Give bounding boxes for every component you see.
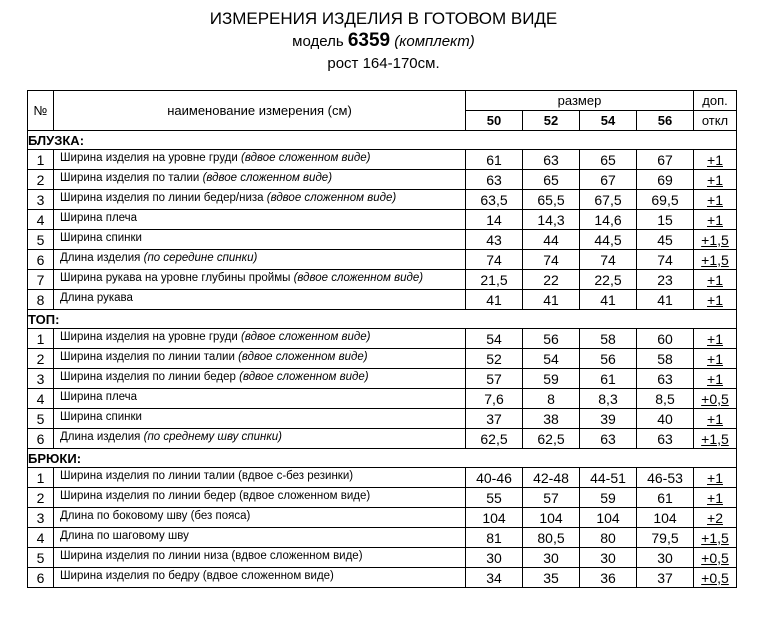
tolerance-value: +0,5	[701, 391, 729, 407]
model-kit: (комплект)	[394, 33, 475, 50]
size-value: 30	[523, 548, 580, 568]
table-row	[28, 488, 737, 508]
measurement-name: Ширина изделия по бедру (вдвое сложенном виде)	[60, 570, 334, 582]
size-value: 63,5	[466, 190, 523, 210]
size-value: 34	[466, 568, 523, 588]
measurement-name: Длина изделия	[60, 252, 141, 264]
size-52: 52	[523, 111, 580, 131]
measurement-name-cell	[54, 429, 466, 449]
tolerance-cell	[694, 210, 737, 230]
table-row	[28, 270, 737, 290]
row-number: 2	[28, 170, 54, 190]
measurement-name: Ширина изделия по линии бедер (вдвое сложенном виде)	[60, 490, 371, 502]
tolerance-value: +1	[707, 212, 723, 228]
measurement-name-cell	[54, 190, 466, 210]
size-value: 42-48	[523, 468, 580, 488]
size-value: 41	[466, 290, 523, 310]
measurement-name-cell	[54, 250, 466, 270]
table-row	[28, 329, 737, 349]
tolerance-value: +1	[707, 470, 723, 486]
measurement-name: Длина по шаговому шву	[60, 530, 189, 542]
measurement-name: Ширина изделия по линии бедер/низа	[60, 192, 264, 204]
row-number: 5	[28, 409, 54, 429]
row-number: 8	[28, 290, 54, 310]
measurement-note: (вдвое сложенном виде)	[238, 351, 368, 363]
tolerance-cell	[694, 429, 737, 449]
measurement-name: Ширина изделия по линии талии (вдвое с-без резинки)	[60, 470, 354, 482]
size-value: 37	[466, 409, 523, 429]
size-value: 69,5	[637, 190, 694, 210]
tolerance-value: +1	[707, 490, 723, 506]
table-row	[28, 150, 737, 170]
tolerance-value: +1	[707, 192, 723, 208]
tolerance-cell	[694, 250, 737, 270]
size-value: 59	[580, 488, 637, 508]
size-value: 56	[580, 349, 637, 369]
row-number: 3	[28, 190, 54, 210]
size-value: 38	[523, 409, 580, 429]
table-header-row	[28, 91, 737, 111]
size-value: 63	[580, 429, 637, 449]
tolerance-value: +0,5	[701, 550, 729, 566]
measurement-name-cell	[54, 468, 466, 488]
size-value: 8,3	[580, 389, 637, 409]
tolerance-cell	[694, 170, 737, 190]
tolerance-cell	[694, 230, 737, 250]
size-50: 50	[466, 111, 523, 131]
size-value: 104	[580, 508, 637, 528]
size-value: 67	[637, 150, 694, 170]
size-value: 74	[523, 250, 580, 270]
size-value: 65	[523, 170, 580, 190]
size-value: 30	[637, 548, 694, 568]
measurement-name: Ширина изделия на уровне груди	[60, 331, 238, 343]
size-value: 74	[466, 250, 523, 270]
tolerance-value: +1	[707, 152, 723, 168]
size-value: 65,5	[523, 190, 580, 210]
size-value: 74	[580, 250, 637, 270]
table-row	[28, 250, 737, 270]
tolerance-value: +0,5	[701, 570, 729, 586]
size-value: 74	[637, 250, 694, 270]
size-value: 44	[523, 230, 580, 250]
size-value: 45	[637, 230, 694, 250]
measurement-name-cell	[54, 488, 466, 508]
section-row	[28, 310, 737, 329]
tolerance-cell	[694, 389, 737, 409]
tolerance-value: +1	[707, 411, 723, 427]
row-number: 7	[28, 270, 54, 290]
header-size: размер	[466, 91, 694, 111]
measurement-name-cell	[54, 230, 466, 250]
measurement-name-cell	[54, 389, 466, 409]
table-row	[28, 290, 737, 310]
row-number: 4	[28, 528, 54, 548]
row-number: 6	[28, 250, 54, 270]
tolerance-cell	[694, 508, 737, 528]
size-value: 23	[637, 270, 694, 290]
measurement-name: Ширина плеча	[60, 212, 138, 224]
measurement-name-cell	[54, 170, 466, 190]
measurement-note: (вдвое сложенном виде)	[239, 371, 369, 383]
row-number: 2	[28, 349, 54, 369]
size-value: 21,5	[466, 270, 523, 290]
size-value: 63	[466, 170, 523, 190]
document-header	[0, 8, 767, 75]
size-value: 81	[466, 528, 523, 548]
measurement-name-cell	[54, 508, 466, 528]
measurement-name: Длина по боковому шву (без пояса)	[60, 510, 251, 522]
row-number: 4	[28, 389, 54, 409]
row-number: 1	[28, 329, 54, 349]
measurement-name: Ширина изделия по линии низа (вдвое сложенном виде)	[60, 550, 363, 562]
size-56: 56	[637, 111, 694, 131]
tolerance-value: +1	[707, 172, 723, 188]
size-value: 40	[637, 409, 694, 429]
size-value: 7,6	[466, 389, 523, 409]
model-line	[0, 30, 767, 53]
measurement-name-cell	[54, 270, 466, 290]
table-row	[28, 389, 737, 409]
table-row	[28, 528, 737, 548]
header-measurement-name: наименование измерения (см)	[54, 91, 466, 131]
size-value: 55	[466, 488, 523, 508]
size-value: 67,5	[580, 190, 637, 210]
row-number: 3	[28, 508, 54, 528]
header-tolerance-1: доп.	[694, 91, 737, 111]
section-row	[28, 449, 737, 468]
measurement-note: (вдвое сложенном виде)	[202, 172, 333, 184]
row-number: 5	[28, 230, 54, 250]
size-value: 35	[523, 568, 580, 588]
measurement-name: Ширина спинки	[60, 232, 142, 244]
model-number: 6359	[347, 30, 391, 51]
table-row	[28, 548, 737, 568]
size-value: 56	[523, 329, 580, 349]
size-value: 79,5	[637, 528, 694, 548]
tolerance-value: +2	[707, 510, 723, 526]
size-value: 40-46	[466, 468, 523, 488]
tolerance-value: +1	[707, 371, 723, 387]
tolerance-cell	[694, 528, 737, 548]
row-number: 6	[28, 429, 54, 449]
size-value: 44-51	[580, 468, 637, 488]
measurements-table	[27, 90, 737, 588]
size-value: 41	[523, 290, 580, 310]
size-value: 52	[466, 349, 523, 369]
size-value: 46-53	[637, 468, 694, 488]
row-number: 5	[28, 548, 54, 568]
size-value: 59	[523, 369, 580, 389]
table-row	[28, 409, 737, 429]
size-value: 41	[580, 290, 637, 310]
size-value: 61	[637, 488, 694, 508]
table-row	[28, 468, 737, 488]
measurement-name: Ширина изделия по талии	[60, 172, 200, 184]
size-value: 41	[637, 290, 694, 310]
measurement-name: Длина изделия	[60, 431, 141, 443]
table-row	[28, 190, 737, 210]
section-title: БЛУЗКА:	[28, 131, 737, 150]
size-value: 57	[523, 488, 580, 508]
measurement-name-cell	[54, 548, 466, 568]
tolerance-cell	[694, 290, 737, 310]
size-value: 65	[580, 150, 637, 170]
tolerance-cell	[694, 150, 737, 170]
size-value: 63	[637, 429, 694, 449]
size-value: 104	[637, 508, 694, 528]
size-value: 61	[580, 369, 637, 389]
measurement-name: Ширина спинки	[60, 411, 142, 423]
measurement-note: (по середине спинки)	[143, 252, 258, 264]
measurement-name-cell	[54, 409, 466, 429]
size-value: 8	[523, 389, 580, 409]
tolerance-cell	[694, 409, 737, 429]
size-value: 22	[523, 270, 580, 290]
section-row	[28, 131, 737, 150]
table-row	[28, 429, 737, 449]
size-value: 44,5	[580, 230, 637, 250]
header-tolerance-2: откл	[694, 111, 737, 131]
size-value: 14,6	[580, 210, 637, 230]
tolerance-value: +1,5	[701, 530, 729, 546]
table-row	[28, 349, 737, 369]
section-title: БРЮКИ:	[28, 449, 737, 468]
tolerance-cell	[694, 190, 737, 210]
table-row	[28, 210, 737, 230]
tolerance-cell	[694, 270, 737, 290]
tolerance-cell	[694, 488, 737, 508]
tolerance-cell	[694, 349, 737, 369]
size-value: 14,3	[523, 210, 580, 230]
measurement-name-cell	[54, 369, 466, 389]
size-value: 30	[580, 548, 637, 568]
table-row	[28, 369, 737, 389]
size-value: 61	[466, 150, 523, 170]
size-value: 36	[580, 568, 637, 588]
size-value: 37	[637, 568, 694, 588]
measurement-name-cell	[54, 528, 466, 548]
table-row	[28, 170, 737, 190]
size-value: 63	[523, 150, 580, 170]
table-row	[28, 230, 737, 250]
measurement-name-cell	[54, 210, 466, 230]
tolerance-value: +1	[707, 292, 723, 308]
size-value: 8,5	[637, 389, 694, 409]
table-row	[28, 568, 737, 588]
size-value: 104	[466, 508, 523, 528]
measurement-name: Ширина плеча	[60, 391, 138, 403]
size-value: 54	[466, 329, 523, 349]
measurement-name-cell	[54, 290, 466, 310]
measurement-name-cell	[54, 568, 466, 588]
size-value: 104	[523, 508, 580, 528]
measurement-name: Длина рукава	[60, 292, 133, 304]
size-value: 14	[466, 210, 523, 230]
size-value: 69	[637, 170, 694, 190]
tolerance-cell	[694, 329, 737, 349]
tolerance-value: +1	[707, 331, 723, 347]
row-number: 6	[28, 568, 54, 588]
measurement-name: Ширина изделия по линии талии	[60, 351, 235, 363]
section-title: ТОП:	[28, 310, 737, 329]
document-title: ИЗМЕРЕНИЯ ИЗДЕЛИЯ В ГОТОВОМ ВИДЕ	[209, 9, 558, 28]
tolerance-cell	[694, 568, 737, 588]
measurement-name-cell	[54, 329, 466, 349]
measurement-name: Ширина изделия по линии бедер	[60, 371, 236, 383]
size-value: 62,5	[523, 429, 580, 449]
tolerance-cell	[694, 369, 737, 389]
row-number: 4	[28, 210, 54, 230]
table-row	[28, 508, 737, 528]
measurement-note: (вдвое сложенном виде)	[266, 192, 397, 204]
height-range: рост 164-170см.	[327, 55, 440, 72]
size-value: 57	[466, 369, 523, 389]
tolerance-value: +1,5	[701, 252, 729, 268]
size-value: 54	[523, 349, 580, 369]
size-value: 67	[580, 170, 637, 190]
measurement-name: Ширина рукава на уровне глубины проймы	[60, 272, 291, 284]
measurement-note: (вдвое сложенном виде)	[241, 152, 371, 164]
size-value: 43	[466, 230, 523, 250]
measurement-note: (вдвое сложенном виде)	[293, 272, 424, 284]
size-value: 39	[580, 409, 637, 429]
row-number: 2	[28, 488, 54, 508]
size-value: 60	[637, 329, 694, 349]
model-prefix: модель	[292, 33, 344, 50]
size-value: 62,5	[466, 429, 523, 449]
tolerance-value: +1,5	[701, 232, 729, 248]
size-value: 80,5	[523, 528, 580, 548]
size-value: 22,5	[580, 270, 637, 290]
size-value: 30	[466, 548, 523, 568]
measurement-note: (вдвое сложенном виде)	[241, 331, 371, 343]
row-number: 1	[28, 468, 54, 488]
measurement-note: (по среднему шву спинки)	[143, 431, 282, 443]
size-value: 15	[637, 210, 694, 230]
size-value: 58	[580, 329, 637, 349]
size-value: 58	[637, 349, 694, 369]
size-value: 63	[637, 369, 694, 389]
measurement-name-cell	[54, 349, 466, 369]
tolerance-cell	[694, 468, 737, 488]
tolerance-value: +1	[707, 351, 723, 367]
measurement-name: Ширина изделия на уровне груди	[60, 152, 238, 164]
row-number: 1	[28, 150, 54, 170]
header-number: №	[28, 91, 54, 131]
row-number: 3	[28, 369, 54, 389]
size-54: 54	[580, 111, 637, 131]
tolerance-cell	[694, 548, 737, 568]
tolerance-value: +1,5	[701, 431, 729, 447]
tolerance-value: +1	[707, 272, 723, 288]
size-value: 80	[580, 528, 637, 548]
measurement-name-cell	[54, 150, 466, 170]
